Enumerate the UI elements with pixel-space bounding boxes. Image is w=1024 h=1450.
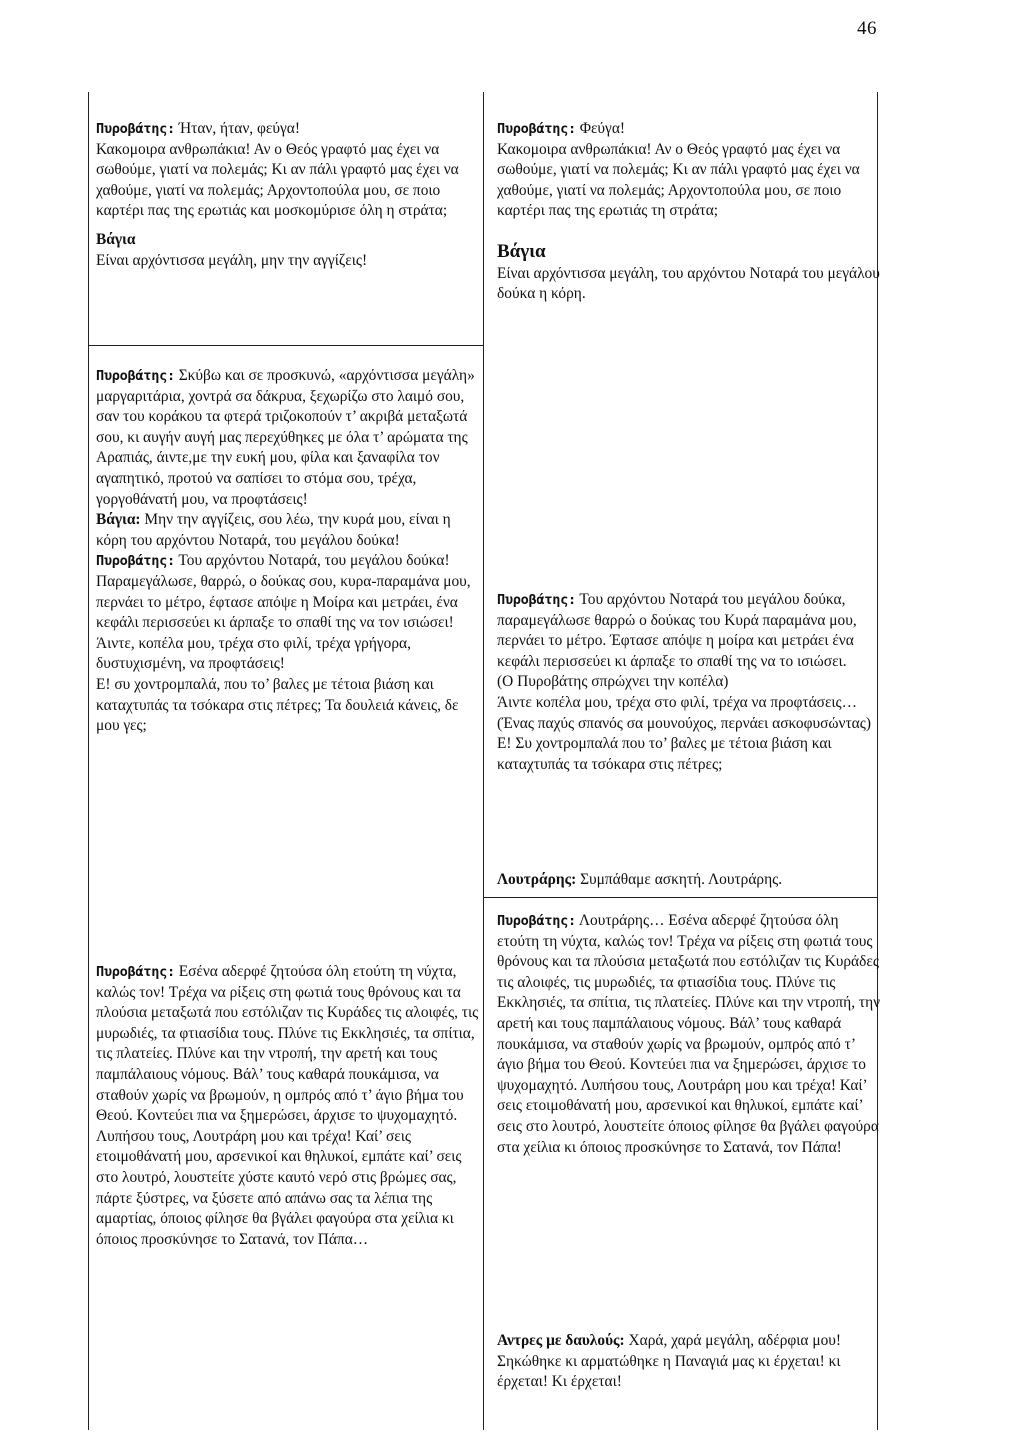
line-text: Φεύγα! <box>575 120 626 137</box>
line-text: Εσένα αδερφέ ζητούσα όλη ετούτη τη νύχτα, καλώς τον! Τρέχα να ρίξεις στη φωτιά τους θρόνους και τα πλούσια μεταξωτά που εστόλιζαν τις Κυράδες τις αλοιφές, τις μυρωδιές, τα φτιασίδια τους. Πλύνε τις Εκκλησιές, τα σπίτια, τις πλατείες. Πλύνε και την ντροπή, την αρετή και τους παμπάλαιους νόμους. Βάλ’ τους καθαρά πουκάμισα, να σταθούν χωρίς να βρωμούν, η ομπρός από τ’ άγιο βήμα του Θεού. Κοντεύει πια να ξημερώσει, άρχισε το ψυχομαχητό. Λυπήσου τους, Λουτράρη μου και τρέχα! Καί’ σεις ετοιμοθάνατή μου, αρσενικοί και θηλυκοί, εμπάτε καί’ σεις στο λουτρό, λουστείτε χύστε καυτό νερό στις βρώμες σας, πάρτε ξύστρες, να ξύσετε από απάνω σας τα λέπια της αμαρτίας, όποιος φίλησε θα βγάλει φαγούρα στα χείλια κι όποιος προσκύνησε το Σατανά, τον Πάπα… <box>96 963 479 1248</box>
dialogue-line <box>497 119 882 140</box>
page-number: 46 <box>857 18 877 39</box>
row3-right-column <box>497 911 882 1158</box>
speaker: Πυροβάτης: <box>497 913 576 929</box>
dialogue-line <box>96 962 481 1250</box>
line-text: Μην την αγγίζεις, σου λέω, την κυρά μου, είναι η κόρη του αρχόντου Νοταρά, του μεγάλου δούκα! <box>96 511 451 549</box>
dialogue-line <box>497 140 882 222</box>
row3-right-last <box>497 1331 882 1393</box>
line-text: Σκύβω και σε προσκυνώ, «αρχόντισσα μεγάλη» μαργαριτάρια, χοντρά σα δάκρυα, ξεχωρίζω στο λαιμό σου, σαν του κοράκου τα φτερά τριζοκοπούν τ’ ακριβά μεταξωτά σου, κι αυγήν αυγή μας περεχύθηκες με όλα τ’ αρώματα της Αραπιάς, άιντε,με την ευκή μου, φίλα και ξαναφίλα τον αγαπητικό, προτού να σαπίσει το στόμα σου, τρέχα, γοργοθάνατή μου, να προφτάσεις! <box>96 367 475 508</box>
speaker: Βάγια: <box>96 511 141 529</box>
row2-right-column <box>497 590 882 775</box>
dialogue-line <box>96 366 481 510</box>
dialogue-line <box>497 714 882 735</box>
speaker: Πυροβάτης: <box>96 121 175 137</box>
dialogue-line <box>497 242 882 264</box>
speaker: Βάγια <box>96 230 136 248</box>
speaker: Πυροβάτης: <box>96 553 175 570</box>
line-text: Ε! συ χοντρομπαλά, που το’ βαλες με τέτοια βιάση και καταχτυπάς τα τσόκαρα στις πέτρες; Τα δουλειά κάνεις, δε μου γες; <box>96 675 459 735</box>
dialogue-line <box>497 1331 882 1393</box>
dialogue-line <box>497 264 882 305</box>
speaker: Πυροβάτης: <box>497 121 576 137</box>
middle-border <box>483 92 484 1430</box>
line-text: Χαρά, χαρά μεγάλη, αδέρφια μου! Σηκώθηκε κι αρματώθηκε η Παναγιά μας κι έρχεται! κι έρχεται! Κι έρχεται! <box>497 1332 842 1391</box>
dialogue-line <box>497 911 882 1158</box>
line-text: Κακομοιρα ανθρωπάκια! Αν ο Θεός γραφτό μας έχει να σωθούμε, γιατί να πολεμάς; Κι αν πάλι γραφτό μας έχει να χαθούμε, γιατί να πολεμάς; Αρχοντοπούλα μου, σε ποιο καρτέρι πας της ερωτιάς και μοσκομύρισε όλη η στράτα; <box>96 140 459 220</box>
dialogue-line <box>497 590 882 672</box>
row2-left-column <box>96 366 481 737</box>
row1-right-column <box>497 119 882 305</box>
speaker: Πυροβάτης: <box>96 964 175 980</box>
dialogue-line <box>96 230 481 251</box>
speaker: Λουτράρης: <box>497 871 577 888</box>
line-text: Του αρχόντου Νοταρά του μεγάλου δούκα, παραμεγάλωσε θαρρώ ο δούκας του Κυρά παραμάνα μου, περνάει το μέτρο. Έφτασε απόψε η μοίρα και μετράει ένα κεφάλι περισσεύει κι άρπαξε το σπαθί της να το ισιώσει. <box>497 591 857 670</box>
line-text: Είναι αρχόντισσα μεγάλη, του αρχόντου Νοταρά του μεγάλου δούκα η κόρη. <box>497 264 880 303</box>
row-separator-1 <box>88 345 483 346</box>
row2-right-last <box>497 870 882 891</box>
line-text: Είναι αρχόντισσα μεγάλη, μην την αγγίζεις! <box>96 251 368 269</box>
line-text: Λουτράρης… Εσένα αδερφέ ζητούσα όλη ετούτη τη νύχτα, καλώς τον! Τρέχα να ρίξεις στη φωτιά τους θρόνους και τα πλούσια μεταξωτά που εστόλιζαν τις Κυράδες τις αλοιφές, τις μυρωδιές, τα φτιασίδια τους. Πλύνε τις Εκκλησιές, τα σπίτια, τις πλατείες. Πλύνε και την ντροπή, την αρετή και τους παμπάλαιους νόμους. Βάλ’ τους καθαρά πουκάμισα, να σταθούν χωρίς να βρωμούν, ομπρός από τ’ άγιο βήμα του Θεού. Κοντεύει πια να ξημερώσει, άρχισε το ψυχομαχητό. Λυπήσου τους, Λουτράρη μου και τρέχα! Καί’ σεις ετοιμοθάνατή μου, αρσενικοί και θηλυκοί, εμπάτε καί’ σεις στο λουτρό, λουστείτε όποιος φίλησε θα βγάλει φαγούρα στα χείλια κι όποιος προσκύνησε το Σατανά, τον Πάπα! <box>497 912 881 1156</box>
dialogue-line <box>96 634 481 675</box>
dialogue-line <box>96 551 481 633</box>
row-separator-2 <box>483 897 878 898</box>
speaker: Πυροβάτης: <box>497 592 576 608</box>
row1-left-column <box>96 119 481 271</box>
line-text: Άιντε κοπέλα μου, τρέχα στο φιλί, τρέχα να προφτάσεις… <box>497 693 858 711</box>
speaker: Πυροβάτης: <box>96 368 175 384</box>
dialogue-line <box>497 693 882 714</box>
dialogue-line <box>96 510 481 551</box>
line-text: Ε! Συ χοντρομπαλά που το’ βαλες με τέτοια βιάση και καταχτυπάς τα τσόκαρα στις πέτρες; <box>497 735 832 773</box>
dialogue-line <box>497 734 882 775</box>
line-text: (Ο Πυροβάτης σπρώχνει την κοπέλα) <box>497 673 729 691</box>
dialogue-line <box>497 870 882 891</box>
dialogue-line <box>96 119 481 140</box>
line-text: (Ένας παχύς σπανός σα μουνούχος, περνάει ασκοφυσώντας) <box>497 714 871 732</box>
dialogue-line <box>96 140 481 222</box>
line-text: Άιντε, κοπέλα μου, τρέχα στο φιλί, τρέχα γρήγορα, δυστυχισμένη, να προφτάσεις! <box>96 634 411 673</box>
speaker: Αντρες με δαυλούς: <box>497 1332 625 1349</box>
line-text: Του αρχόντου Νοταρά, του μεγάλου δούκα! Παραμεγάλωσε, θαρρώ, ο δούκας σου, κυρα-παραμάνα μου, περνάει το μέτρο, έφτασε απόψε η Μοίρα και μετράει, ένα κεφάλι περισσεύει κι άρπαξε το σπαθί της να τον ισιώσει! <box>96 552 471 632</box>
dialogue-line <box>96 675 481 737</box>
line-text: Συμπάθαμε ασκητή. Λουτράρης. <box>576 871 783 888</box>
dialogue-line <box>96 251 481 272</box>
dialogue-line <box>497 672 882 693</box>
row3-left-column <box>96 962 481 1250</box>
left-border <box>88 92 89 1430</box>
speaker: Βάγια <box>497 240 546 262</box>
line-text: Ήταν, ήταν, φεύγα! <box>174 120 300 137</box>
line-text: Κακομοιρα ανθρωπάκια! Αν ο Θεός γραφτό μας έχει να σωθούμε, γιατί να πολεμάς; Κι αν πάλι γραφτό μας έχει να χαθούμε, γιατί να πολεμάς; Αρχοντοπούλα μου, σε ποιο καρτέρι πας της ερωτιάς τη στράτα; <box>497 140 860 220</box>
